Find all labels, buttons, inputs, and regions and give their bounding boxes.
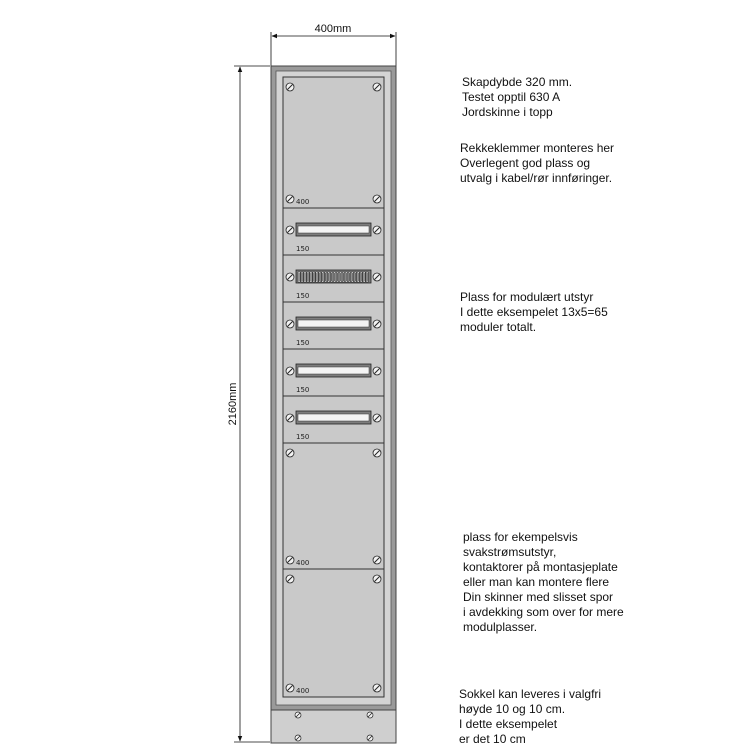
power-note: plass for ekempelsvis svakstrømsutstyr, kontaktorer på montasjeplate eller man kan montere flere Din skinner med slisset spor i avdekking som over for mere modulplasser. (463, 530, 624, 634)
panel-8 (283, 569, 384, 697)
panel-size-label: 150 (296, 433, 310, 441)
panel-cover (283, 443, 384, 569)
rail-cover-strip (298, 320, 369, 327)
panel-size-label: 400 (296, 198, 310, 206)
width-label: 400mm (314, 23, 352, 35)
panel-cover (283, 77, 384, 208)
terminals-note: Rekkeklemmer monteres her Overlegent god plass og utvalg i kabel/rør innføringer. (460, 141, 615, 185)
panel-size-label: 150 (296, 245, 310, 253)
panel-2 (283, 208, 384, 255)
rail-cover-strip (298, 226, 369, 233)
panel-5 (283, 349, 384, 396)
rail-cover-strip (298, 367, 369, 374)
panel-7 (283, 443, 384, 569)
specs-note: Skapdybde 320 mm. Testet opptil 630 A Jordskinne i topp (462, 75, 573, 119)
modules-note: Plass for modulært utstyr I dette eksempelet 13x5=65 moduler totalt. (460, 290, 608, 334)
plinth-note: Sokkel kan leveres i valgfri høyde 10 og 10 cm. I dette eksempelet er det 10 cm (459, 687, 602, 746)
panel-size-label: 400 (296, 559, 310, 567)
panel-3 (283, 255, 384, 302)
panels (283, 77, 384, 697)
panel-size-label: 150 (296, 292, 310, 300)
rail-cover-strip (298, 414, 369, 421)
panel-size-label: 400 (296, 687, 310, 695)
panel-1 (283, 77, 384, 208)
plinth (271, 710, 396, 743)
height-label: 2160mm (227, 382, 239, 426)
panel-4 (283, 302, 384, 349)
panel-6 (283, 396, 384, 443)
panel-size-label: 150 (296, 339, 310, 347)
panel-cover (283, 569, 384, 697)
panel-size-label: 150 (296, 386, 310, 394)
